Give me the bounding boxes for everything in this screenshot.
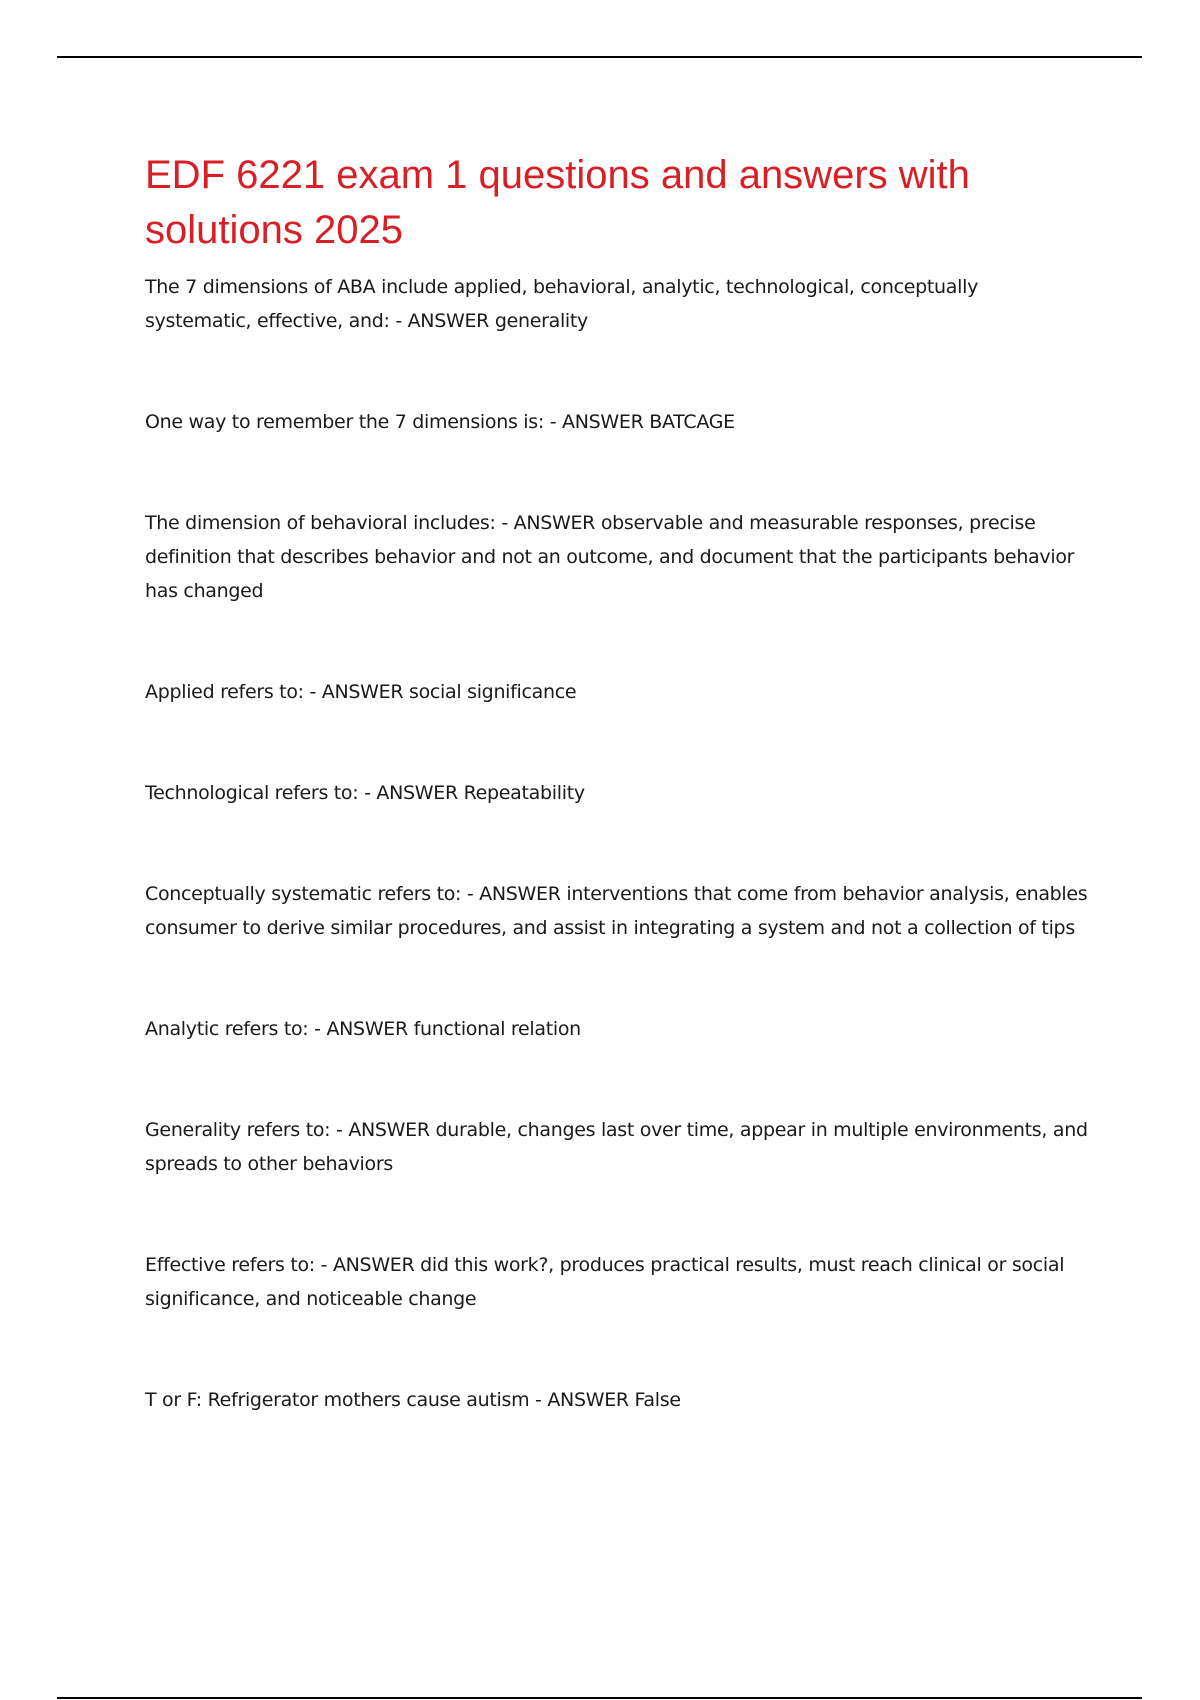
qa-item: Generality refers to: - ANSWER durable, changes last over time, appear in multiple environments, and spreads to other behaviors	[145, 1119, 1088, 1175]
qa-item: The dimension of behavioral includes: - ANSWER observable and measurable responses, precise definition that describes behavior and not an outcome, and document that the participants behavior has changed	[145, 512, 1075, 602]
bottom-rule	[57, 1697, 1142, 1699]
document-title: EDF 6221 exam 1 questions and answers with solutions 2025	[145, 153, 970, 252]
qa-item: Effective refers to: - ANSWER did this work?, produces practical results, must reach clinical or social significance, and noticeable change	[145, 1254, 1065, 1310]
top-rule	[57, 56, 1142, 58]
qa-item: The 7 dimensions of ABA include applied, behavioral, analytic, technological, conceptually systematic, effective, and: - ANSWER generality	[145, 276, 979, 332]
qa-item: Analytic refers to: - ANSWER functional relation	[145, 1018, 581, 1040]
qa-item: Conceptually systematic refers to: - ANSWER interventions that come from behavior analysis, enables consumer to derive similar procedures, and assist in integrating a system and not a collection of tips	[145, 883, 1088, 939]
qa-item: Applied refers to: - ANSWER social significance	[145, 681, 577, 703]
qa-item: One way to remember the 7 dimensions is: - ANSWER BATCAGE	[145, 411, 735, 433]
qa-item: Technological refers to: - ANSWER Repeatability	[145, 782, 585, 804]
document-body	[145, 148, 1090, 1484]
qa-list	[145, 270, 1090, 1417]
qa-item: T or F: Refrigerator mothers cause autism - ANSWER False	[145, 1389, 681, 1411]
